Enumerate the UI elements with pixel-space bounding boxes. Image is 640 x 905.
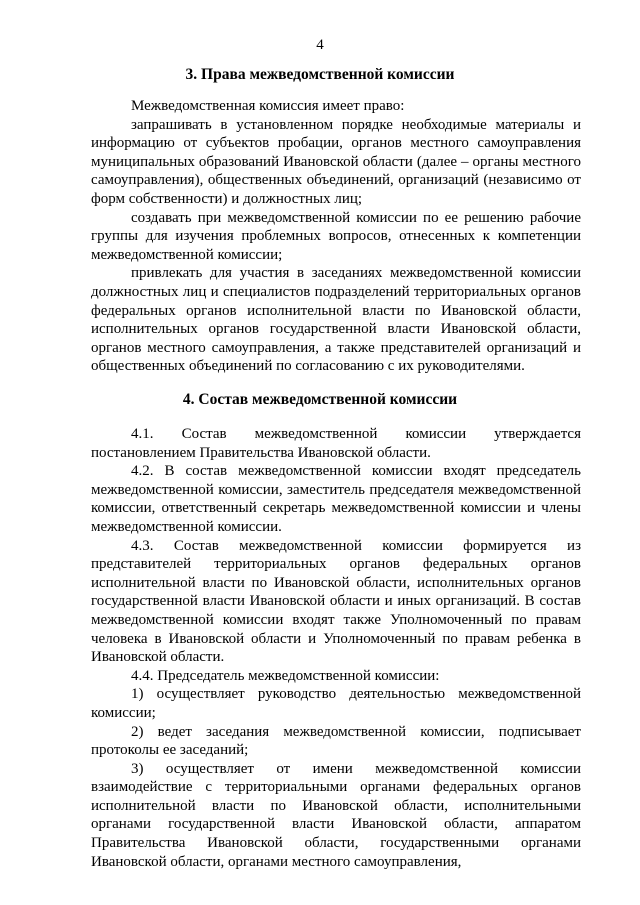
paragraph: Межведомственная комиссия имеет право: — [131, 98, 405, 114]
section-3-heading: 3. Права межведомственной комиссии — [185, 66, 455, 83]
paragraph: привлекать для участия в заседаниях межведомственной комиссии должностных лиц и специалистов подразделений территориальных органов федеральных органов исполнительной власти по Ивановской области, исполнительных органов государственной власти Ивановской области, органов местного самоуправления, а также представителей организаций и общественных объединений по согласованию с их руководителями. — [91, 265, 581, 375]
paragraph: создавать при межведомственной комиссии по ее решению рабочие группы для изучения проблемных вопросов, отнесенных к компетенции межведомственной комиссии; — [91, 209, 581, 263]
paragraph: 2) ведет заседания межведомственной комиссии, подписывает протоколы ее заседаний; — [91, 723, 581, 759]
section-4-body — [91, 425, 581, 871]
paragraph: 4.2. В состав межведомственной комиссии входят председатель межведомственной комиссии, заместитель председателя межведомственной комиссии, ответственный секретарь межведомственной комиссии и члены межведомственной комиссии. — [91, 463, 581, 535]
paragraph: 4.3. Состав межведомственной комиссии формируется из представителей территориальных органов федеральных органов исполнительной власти по Ивановской области, исполнительных органов государственной власти Ивановской области и иных организаций. В состав межведомственной комиссии входят также Уполномоченный по правам человека в Ивановской области и Уполномоченный по правам ребенка в Ивановской области. — [91, 537, 581, 666]
paragraph: 1) осуществляет руководство деятельностью межведомственной комиссии; — [91, 686, 581, 721]
paragraph: 4.4. Председатель межведомственной комиссии: — [131, 667, 440, 684]
page-number: 4 — [316, 37, 324, 53]
paragraph: 3) осуществляет от имени межведомственной комиссии взаимодействие с территориальными органами федеральных органов исполнительной власти по Ивановской области, исполнительными органами государственной власти Ивановской области, аппаратом Правительства Ивановской области, государственными органами Ивановской области, органами местного самоуправления, — [91, 760, 581, 870]
paragraph: 4.1. Состав межведомственной комиссии утверждается постановлением Правительства Ивановской области. — [91, 426, 581, 461]
paragraph: запрашивать в установленном порядке необходимые материалы и информацию от субъектов пробации, органов местного самоуправления муниципальных образований Ивановской области (далее – органы местного самоуправления), общественных объединений, организаций (независимо от форм собственности) и должностных лиц; — [91, 116, 581, 207]
section-3-body — [91, 97, 581, 376]
section-4-heading: 4. Состав межведомственной комиссии — [182, 391, 458, 408]
